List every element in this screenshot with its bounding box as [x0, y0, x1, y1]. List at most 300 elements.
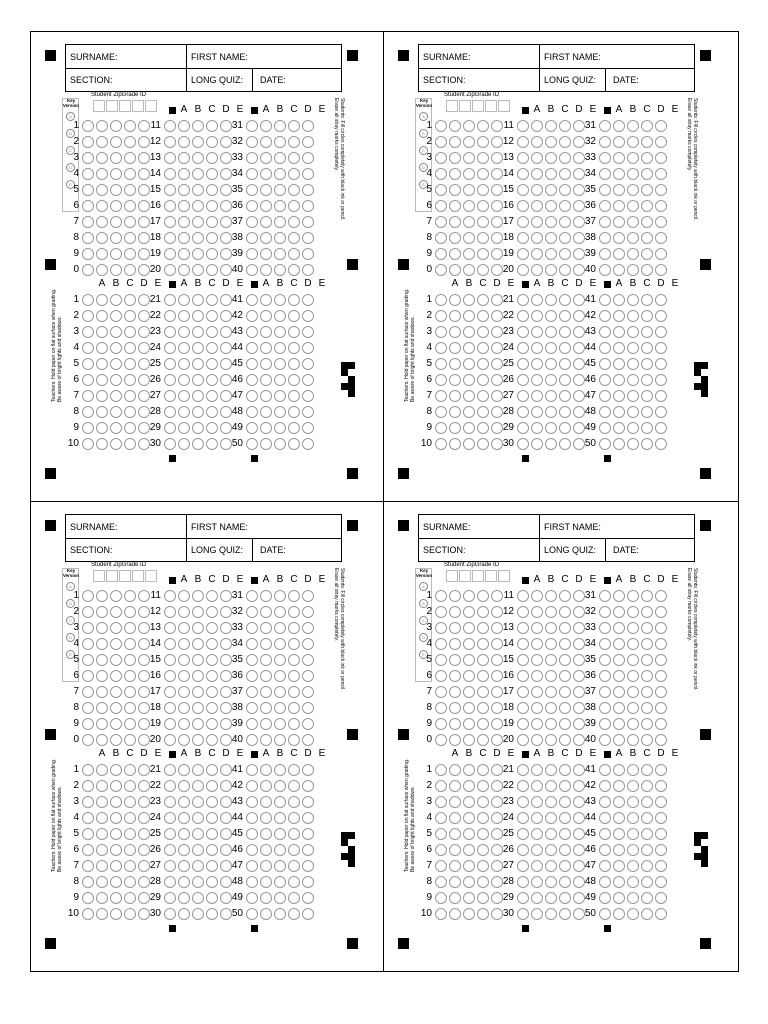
answer-bubble[interactable]	[531, 310, 543, 322]
answer-bubble[interactable]	[559, 422, 571, 434]
answer-bubble[interactable]	[110, 796, 122, 808]
answer-bubble[interactable]	[655, 216, 667, 228]
answer-bubble[interactable]	[96, 908, 108, 920]
id-bubble[interactable]	[96, 638, 108, 650]
answer-bubble[interactable]	[260, 342, 272, 354]
answer-bubble[interactable]	[449, 342, 461, 354]
answer-bubble[interactable]	[260, 216, 272, 228]
answer-bubble[interactable]	[274, 358, 286, 370]
answer-bubble[interactable]	[288, 764, 300, 776]
answer-bubble[interactable]	[531, 184, 543, 196]
answer-bubble[interactable]	[517, 812, 529, 824]
answer-bubble[interactable]	[178, 828, 190, 840]
answer-bubble[interactable]	[613, 358, 625, 370]
answer-bubble[interactable]	[517, 152, 529, 164]
answer-bubble[interactable]	[96, 438, 108, 450]
answer-bubble[interactable]	[559, 638, 571, 650]
id-bubble[interactable]	[463, 264, 475, 276]
id-bubble[interactable]	[463, 248, 475, 260]
answer-bubble[interactable]	[124, 764, 136, 776]
id-bubble[interactable]	[96, 264, 108, 276]
answer-bubble[interactable]	[96, 764, 108, 776]
answer-bubble[interactable]	[655, 622, 667, 634]
answer-bubble[interactable]	[463, 780, 475, 792]
answer-bubble[interactable]	[655, 718, 667, 730]
answer-bubble[interactable]	[274, 374, 286, 386]
key-version-bubble[interactable]: E	[66, 180, 75, 189]
answer-bubble[interactable]	[246, 168, 258, 180]
answer-bubble[interactable]	[627, 686, 639, 698]
id-bubble[interactable]	[449, 120, 461, 132]
answer-bubble[interactable]	[302, 184, 314, 196]
id-bubble[interactable]	[110, 168, 122, 180]
answer-bubble[interactable]	[164, 844, 176, 856]
answer-bubble[interactable]	[655, 590, 667, 602]
answer-bubble[interactable]	[449, 358, 461, 370]
answer-bubble[interactable]	[655, 654, 667, 666]
answer-bubble[interactable]	[641, 718, 653, 730]
answer-bubble[interactable]	[477, 406, 489, 418]
id-bubble[interactable]	[477, 120, 489, 132]
answer-bubble[interactable]	[302, 310, 314, 322]
answer-bubble[interactable]	[449, 438, 461, 450]
answer-bubble[interactable]	[164, 590, 176, 602]
id-bubble[interactable]	[449, 734, 461, 746]
id-bubble[interactable]	[435, 670, 447, 682]
answer-bubble[interactable]	[124, 796, 136, 808]
answer-bubble[interactable]	[110, 764, 122, 776]
answer-bubble[interactable]	[477, 764, 489, 776]
answer-bubble[interactable]	[302, 702, 314, 714]
answer-bubble[interactable]	[124, 828, 136, 840]
answer-bubble[interactable]	[288, 342, 300, 354]
answer-bubble[interactable]	[655, 702, 667, 714]
answer-bubble[interactable]	[246, 718, 258, 730]
answer-bubble[interactable]	[599, 374, 611, 386]
answer-bubble[interactable]	[559, 734, 571, 746]
id-bubble[interactable]	[449, 606, 461, 618]
id-bubble[interactable]	[82, 718, 94, 730]
answer-bubble[interactable]	[178, 152, 190, 164]
answer-bubble[interactable]	[531, 860, 543, 872]
key-version-bubble[interactable]: E	[66, 650, 75, 659]
answer-bubble[interactable]	[192, 358, 204, 370]
answer-bubble[interactable]	[260, 734, 272, 746]
answer-bubble[interactable]	[613, 422, 625, 434]
answer-bubble[interactable]	[192, 734, 204, 746]
answer-bubble[interactable]	[260, 622, 272, 634]
answer-bubble[interactable]	[655, 326, 667, 338]
answer-bubble[interactable]	[124, 812, 136, 824]
answer-bubble[interactable]	[164, 718, 176, 730]
answer-bubble[interactable]	[655, 438, 667, 450]
id-bubble[interactable]	[463, 136, 475, 148]
answer-bubble[interactable]	[260, 670, 272, 682]
answer-bubble[interactable]	[274, 168, 286, 180]
answer-bubble[interactable]	[274, 216, 286, 228]
answer-bubble[interactable]	[288, 406, 300, 418]
answer-bubble[interactable]	[463, 422, 475, 434]
answer-bubble[interactable]	[463, 406, 475, 418]
answer-bubble[interactable]	[531, 828, 543, 840]
answer-bubble[interactable]	[435, 876, 447, 888]
id-bubble[interactable]	[96, 654, 108, 666]
id-bubble[interactable]	[110, 200, 122, 212]
answer-bubble[interactable]	[164, 168, 176, 180]
answer-bubble[interactable]	[517, 232, 529, 244]
answer-bubble[interactable]	[302, 438, 314, 450]
answer-bubble[interactable]	[288, 390, 300, 402]
id-bubble[interactable]	[82, 638, 94, 650]
answer-bubble[interactable]	[206, 860, 218, 872]
answer-bubble[interactable]	[449, 860, 461, 872]
id-bubble[interactable]	[463, 638, 475, 650]
answer-bubble[interactable]	[599, 734, 611, 746]
answer-bubble[interactable]	[82, 876, 94, 888]
answer-bubble[interactable]	[96, 294, 108, 306]
answer-bubble[interactable]	[82, 812, 94, 824]
id-bubble[interactable]	[96, 136, 108, 148]
answer-bubble[interactable]	[260, 248, 272, 260]
answer-bubble[interactable]	[302, 638, 314, 650]
answer-bubble[interactable]	[192, 590, 204, 602]
answer-bubble[interactable]	[274, 670, 286, 682]
answer-bubble[interactable]	[178, 232, 190, 244]
answer-bubble[interactable]	[164, 860, 176, 872]
answer-bubble[interactable]	[260, 876, 272, 888]
answer-bubble[interactable]	[531, 812, 543, 824]
id-bubble[interactable]	[124, 622, 136, 634]
answer-bubble[interactable]	[178, 200, 190, 212]
answer-bubble[interactable]	[655, 670, 667, 682]
answer-bubble[interactable]	[641, 702, 653, 714]
answer-bubble[interactable]	[531, 844, 543, 856]
answer-bubble[interactable]	[641, 232, 653, 244]
answer-bubble[interactable]	[124, 390, 136, 402]
answer-bubble[interactable]	[641, 294, 653, 306]
answer-bubble[interactable]	[599, 812, 611, 824]
id-bubble[interactable]	[82, 120, 94, 132]
answer-bubble[interactable]	[641, 152, 653, 164]
answer-bubble[interactable]	[559, 702, 571, 714]
answer-bubble[interactable]	[545, 216, 557, 228]
id-bubble[interactable]	[110, 264, 122, 276]
answer-bubble[interactable]	[655, 734, 667, 746]
answer-bubble[interactable]	[274, 764, 286, 776]
answer-bubble[interactable]	[192, 892, 204, 904]
id-bubble[interactable]	[96, 606, 108, 618]
answer-bubble[interactable]	[124, 876, 136, 888]
answer-bubble[interactable]	[599, 828, 611, 840]
id-bubble[interactable]	[82, 686, 94, 698]
answer-bubble[interactable]	[463, 812, 475, 824]
answer-bubble[interactable]	[246, 406, 258, 418]
answer-bubble[interactable]	[599, 670, 611, 682]
answer-bubble[interactable]	[192, 264, 204, 276]
key-version-bubble[interactable]: C	[66, 616, 75, 625]
id-bubble[interactable]	[96, 702, 108, 714]
id-bubble[interactable]	[477, 734, 489, 746]
answer-bubble[interactable]	[449, 876, 461, 888]
answer-bubble[interactable]	[82, 828, 94, 840]
answer-bubble[interactable]	[206, 780, 218, 792]
id-bubble[interactable]	[110, 718, 122, 730]
answer-bubble[interactable]	[517, 264, 529, 276]
answer-bubble[interactable]	[531, 248, 543, 260]
answer-bubble[interactable]	[192, 844, 204, 856]
answer-bubble[interactable]	[302, 358, 314, 370]
answer-bubble[interactable]	[545, 200, 557, 212]
id-bubble[interactable]	[110, 120, 122, 132]
id-bubble[interactable]	[477, 152, 489, 164]
answer-bubble[interactable]	[192, 606, 204, 618]
answer-bubble[interactable]	[627, 892, 639, 904]
answer-bubble[interactable]	[655, 374, 667, 386]
answer-bubble[interactable]	[545, 342, 557, 354]
answer-bubble[interactable]	[477, 828, 489, 840]
answer-bubble[interactable]	[246, 796, 258, 808]
answer-bubble[interactable]	[288, 136, 300, 148]
id-bubble[interactable]	[96, 152, 108, 164]
answer-bubble[interactable]	[246, 422, 258, 434]
answer-bubble[interactable]	[641, 734, 653, 746]
answer-bubble[interactable]	[559, 670, 571, 682]
id-bubble[interactable]	[110, 638, 122, 650]
answer-bubble[interactable]	[517, 120, 529, 132]
answer-bubble[interactable]	[517, 828, 529, 840]
answer-bubble[interactable]	[531, 718, 543, 730]
id-bubble[interactable]	[435, 734, 447, 746]
answer-bubble[interactable]	[178, 622, 190, 634]
id-bubble[interactable]	[82, 734, 94, 746]
answer-bubble[interactable]	[641, 326, 653, 338]
answer-bubble[interactable]	[463, 438, 475, 450]
answer-bubble[interactable]	[96, 844, 108, 856]
answer-bubble[interactable]	[435, 390, 447, 402]
id-bubble[interactable]	[96, 200, 108, 212]
answer-bubble[interactable]	[246, 764, 258, 776]
answer-bubble[interactable]	[655, 120, 667, 132]
answer-bubble[interactable]	[246, 702, 258, 714]
answer-bubble[interactable]	[260, 152, 272, 164]
answer-bubble[interactable]	[641, 168, 653, 180]
answer-bubble[interactable]	[517, 876, 529, 888]
answer-bubble[interactable]	[613, 638, 625, 650]
id-bubble[interactable]	[82, 216, 94, 228]
answer-bubble[interactable]	[545, 892, 557, 904]
answer-bubble[interactable]	[302, 390, 314, 402]
answer-bubble[interactable]	[288, 828, 300, 840]
answer-bubble[interactable]	[559, 184, 571, 196]
answer-bubble[interactable]	[641, 638, 653, 650]
answer-bubble[interactable]	[613, 200, 625, 212]
answer-bubble[interactable]	[274, 638, 286, 650]
id-bubble[interactable]	[82, 152, 94, 164]
answer-bubble[interactable]	[531, 876, 543, 888]
answer-bubble[interactable]	[545, 606, 557, 618]
answer-bubble[interactable]	[206, 120, 218, 132]
answer-bubble[interactable]	[96, 812, 108, 824]
id-bubble[interactable]	[463, 216, 475, 228]
answer-bubble[interactable]	[178, 654, 190, 666]
answer-bubble[interactable]	[96, 390, 108, 402]
answer-bubble[interactable]	[260, 686, 272, 698]
id-bubble[interactable]	[477, 168, 489, 180]
answer-bubble[interactable]	[559, 590, 571, 602]
answer-bubble[interactable]	[288, 622, 300, 634]
answer-bubble[interactable]	[545, 184, 557, 196]
answer-bubble[interactable]	[164, 406, 176, 418]
answer-bubble[interactable]	[517, 390, 529, 402]
answer-bubble[interactable]	[599, 796, 611, 808]
id-bubble[interactable]	[435, 136, 447, 148]
id-bubble[interactable]	[477, 718, 489, 730]
answer-bubble[interactable]	[545, 168, 557, 180]
answer-bubble[interactable]	[246, 606, 258, 618]
answer-bubble[interactable]	[641, 892, 653, 904]
answer-bubble[interactable]	[82, 294, 94, 306]
id-bubble[interactable]	[124, 184, 136, 196]
id-bubble[interactable]	[477, 686, 489, 698]
answer-bubble[interactable]	[110, 780, 122, 792]
answer-bubble[interactable]	[559, 892, 571, 904]
id-bubble[interactable]	[477, 638, 489, 650]
answer-bubble[interactable]	[435, 764, 447, 776]
id-bubble[interactable]	[82, 200, 94, 212]
answer-bubble[interactable]	[274, 876, 286, 888]
answer-bubble[interactable]	[559, 342, 571, 354]
answer-bubble[interactable]	[531, 294, 543, 306]
id-bubble[interactable]	[124, 200, 136, 212]
id-bubble[interactable]	[449, 200, 461, 212]
answer-bubble[interactable]	[517, 358, 529, 370]
answer-bubble[interactable]	[599, 390, 611, 402]
answer-bubble[interactable]	[302, 422, 314, 434]
answer-bubble[interactable]	[192, 248, 204, 260]
answer-bubble[interactable]	[192, 670, 204, 682]
answer-bubble[interactable]	[192, 828, 204, 840]
answer-bubble[interactable]	[124, 780, 136, 792]
answer-bubble[interactable]	[599, 780, 611, 792]
id-bubble[interactable]	[477, 200, 489, 212]
answer-bubble[interactable]	[260, 374, 272, 386]
answer-bubble[interactable]	[463, 310, 475, 322]
answer-bubble[interactable]	[627, 908, 639, 920]
answer-bubble[interactable]	[178, 796, 190, 808]
answer-bubble[interactable]	[302, 374, 314, 386]
answer-bubble[interactable]	[641, 876, 653, 888]
answer-bubble[interactable]	[559, 406, 571, 418]
id-bubble[interactable]	[110, 152, 122, 164]
answer-bubble[interactable]	[164, 264, 176, 276]
answer-bubble[interactable]	[164, 638, 176, 650]
answer-bubble[interactable]	[531, 232, 543, 244]
answer-bubble[interactable]	[206, 232, 218, 244]
answer-bubble[interactable]	[82, 892, 94, 904]
answer-bubble[interactable]	[627, 796, 639, 808]
answer-bubble[interactable]	[463, 294, 475, 306]
answer-bubble[interactable]	[246, 310, 258, 322]
answer-bubble[interactable]	[110, 422, 122, 434]
key-version-bubble[interactable]: D	[419, 163, 428, 172]
answer-bubble[interactable]	[124, 294, 136, 306]
answer-bubble[interactable]	[613, 264, 625, 276]
answer-bubble[interactable]	[164, 390, 176, 402]
answer-bubble[interactable]	[599, 248, 611, 260]
answer-bubble[interactable]	[206, 718, 218, 730]
answer-bubble[interactable]	[559, 686, 571, 698]
id-bubble[interactable]	[477, 184, 489, 196]
answer-bubble[interactable]	[559, 390, 571, 402]
answer-bubble[interactable]	[246, 670, 258, 682]
answer-bubble[interactable]	[206, 136, 218, 148]
answer-bubble[interactable]	[206, 438, 218, 450]
key-version-bubble[interactable]: B	[419, 129, 428, 138]
answer-bubble[interactable]	[599, 216, 611, 228]
answer-bubble[interactable]	[517, 670, 529, 682]
id-bubble[interactable]	[435, 168, 447, 180]
answer-bubble[interactable]	[559, 310, 571, 322]
answer-bubble[interactable]	[124, 326, 136, 338]
answer-bubble[interactable]	[110, 892, 122, 904]
answer-bubble[interactable]	[559, 216, 571, 228]
answer-bubble[interactable]	[164, 374, 176, 386]
answer-bubble[interactable]	[531, 764, 543, 776]
answer-bubble[interactable]	[655, 828, 667, 840]
answer-bubble[interactable]	[274, 892, 286, 904]
answer-bubble[interactable]	[124, 844, 136, 856]
answer-bubble[interactable]	[463, 342, 475, 354]
answer-bubble[interactable]	[246, 120, 258, 132]
answer-bubble[interactable]	[178, 390, 190, 402]
id-bubble[interactable]	[463, 702, 475, 714]
answer-bubble[interactable]	[599, 310, 611, 322]
answer-bubble[interactable]	[260, 184, 272, 196]
answer-bubble[interactable]	[288, 216, 300, 228]
answer-bubble[interactable]	[627, 184, 639, 196]
answer-bubble[interactable]	[192, 406, 204, 418]
id-bubble[interactable]	[110, 702, 122, 714]
answer-bubble[interactable]	[274, 152, 286, 164]
answer-bubble[interactable]	[274, 702, 286, 714]
answer-bubble[interactable]	[288, 120, 300, 132]
answer-bubble[interactable]	[477, 374, 489, 386]
answer-bubble[interactable]	[274, 264, 286, 276]
answer-bubble[interactable]	[627, 438, 639, 450]
answer-bubble[interactable]	[517, 734, 529, 746]
id-bubble[interactable]	[124, 590, 136, 602]
answer-bubble[interactable]	[559, 796, 571, 808]
answer-bubble[interactable]	[463, 828, 475, 840]
answer-bubble[interactable]	[627, 734, 639, 746]
answer-bubble[interactable]	[164, 622, 176, 634]
answer-bubble[interactable]	[531, 590, 543, 602]
answer-bubble[interactable]	[463, 358, 475, 370]
id-bubble[interactable]	[435, 232, 447, 244]
answer-bubble[interactable]	[82, 860, 94, 872]
answer-bubble[interactable]	[655, 232, 667, 244]
answer-bubble[interactable]	[302, 892, 314, 904]
answer-bubble[interactable]	[260, 860, 272, 872]
answer-bubble[interactable]	[559, 168, 571, 180]
id-bubble[interactable]	[477, 264, 489, 276]
answer-bubble[interactable]	[449, 908, 461, 920]
answer-bubble[interactable]	[545, 232, 557, 244]
answer-bubble[interactable]	[192, 152, 204, 164]
answer-bubble[interactable]	[531, 136, 543, 148]
id-bubble[interactable]	[124, 654, 136, 666]
answer-bubble[interactable]	[641, 860, 653, 872]
